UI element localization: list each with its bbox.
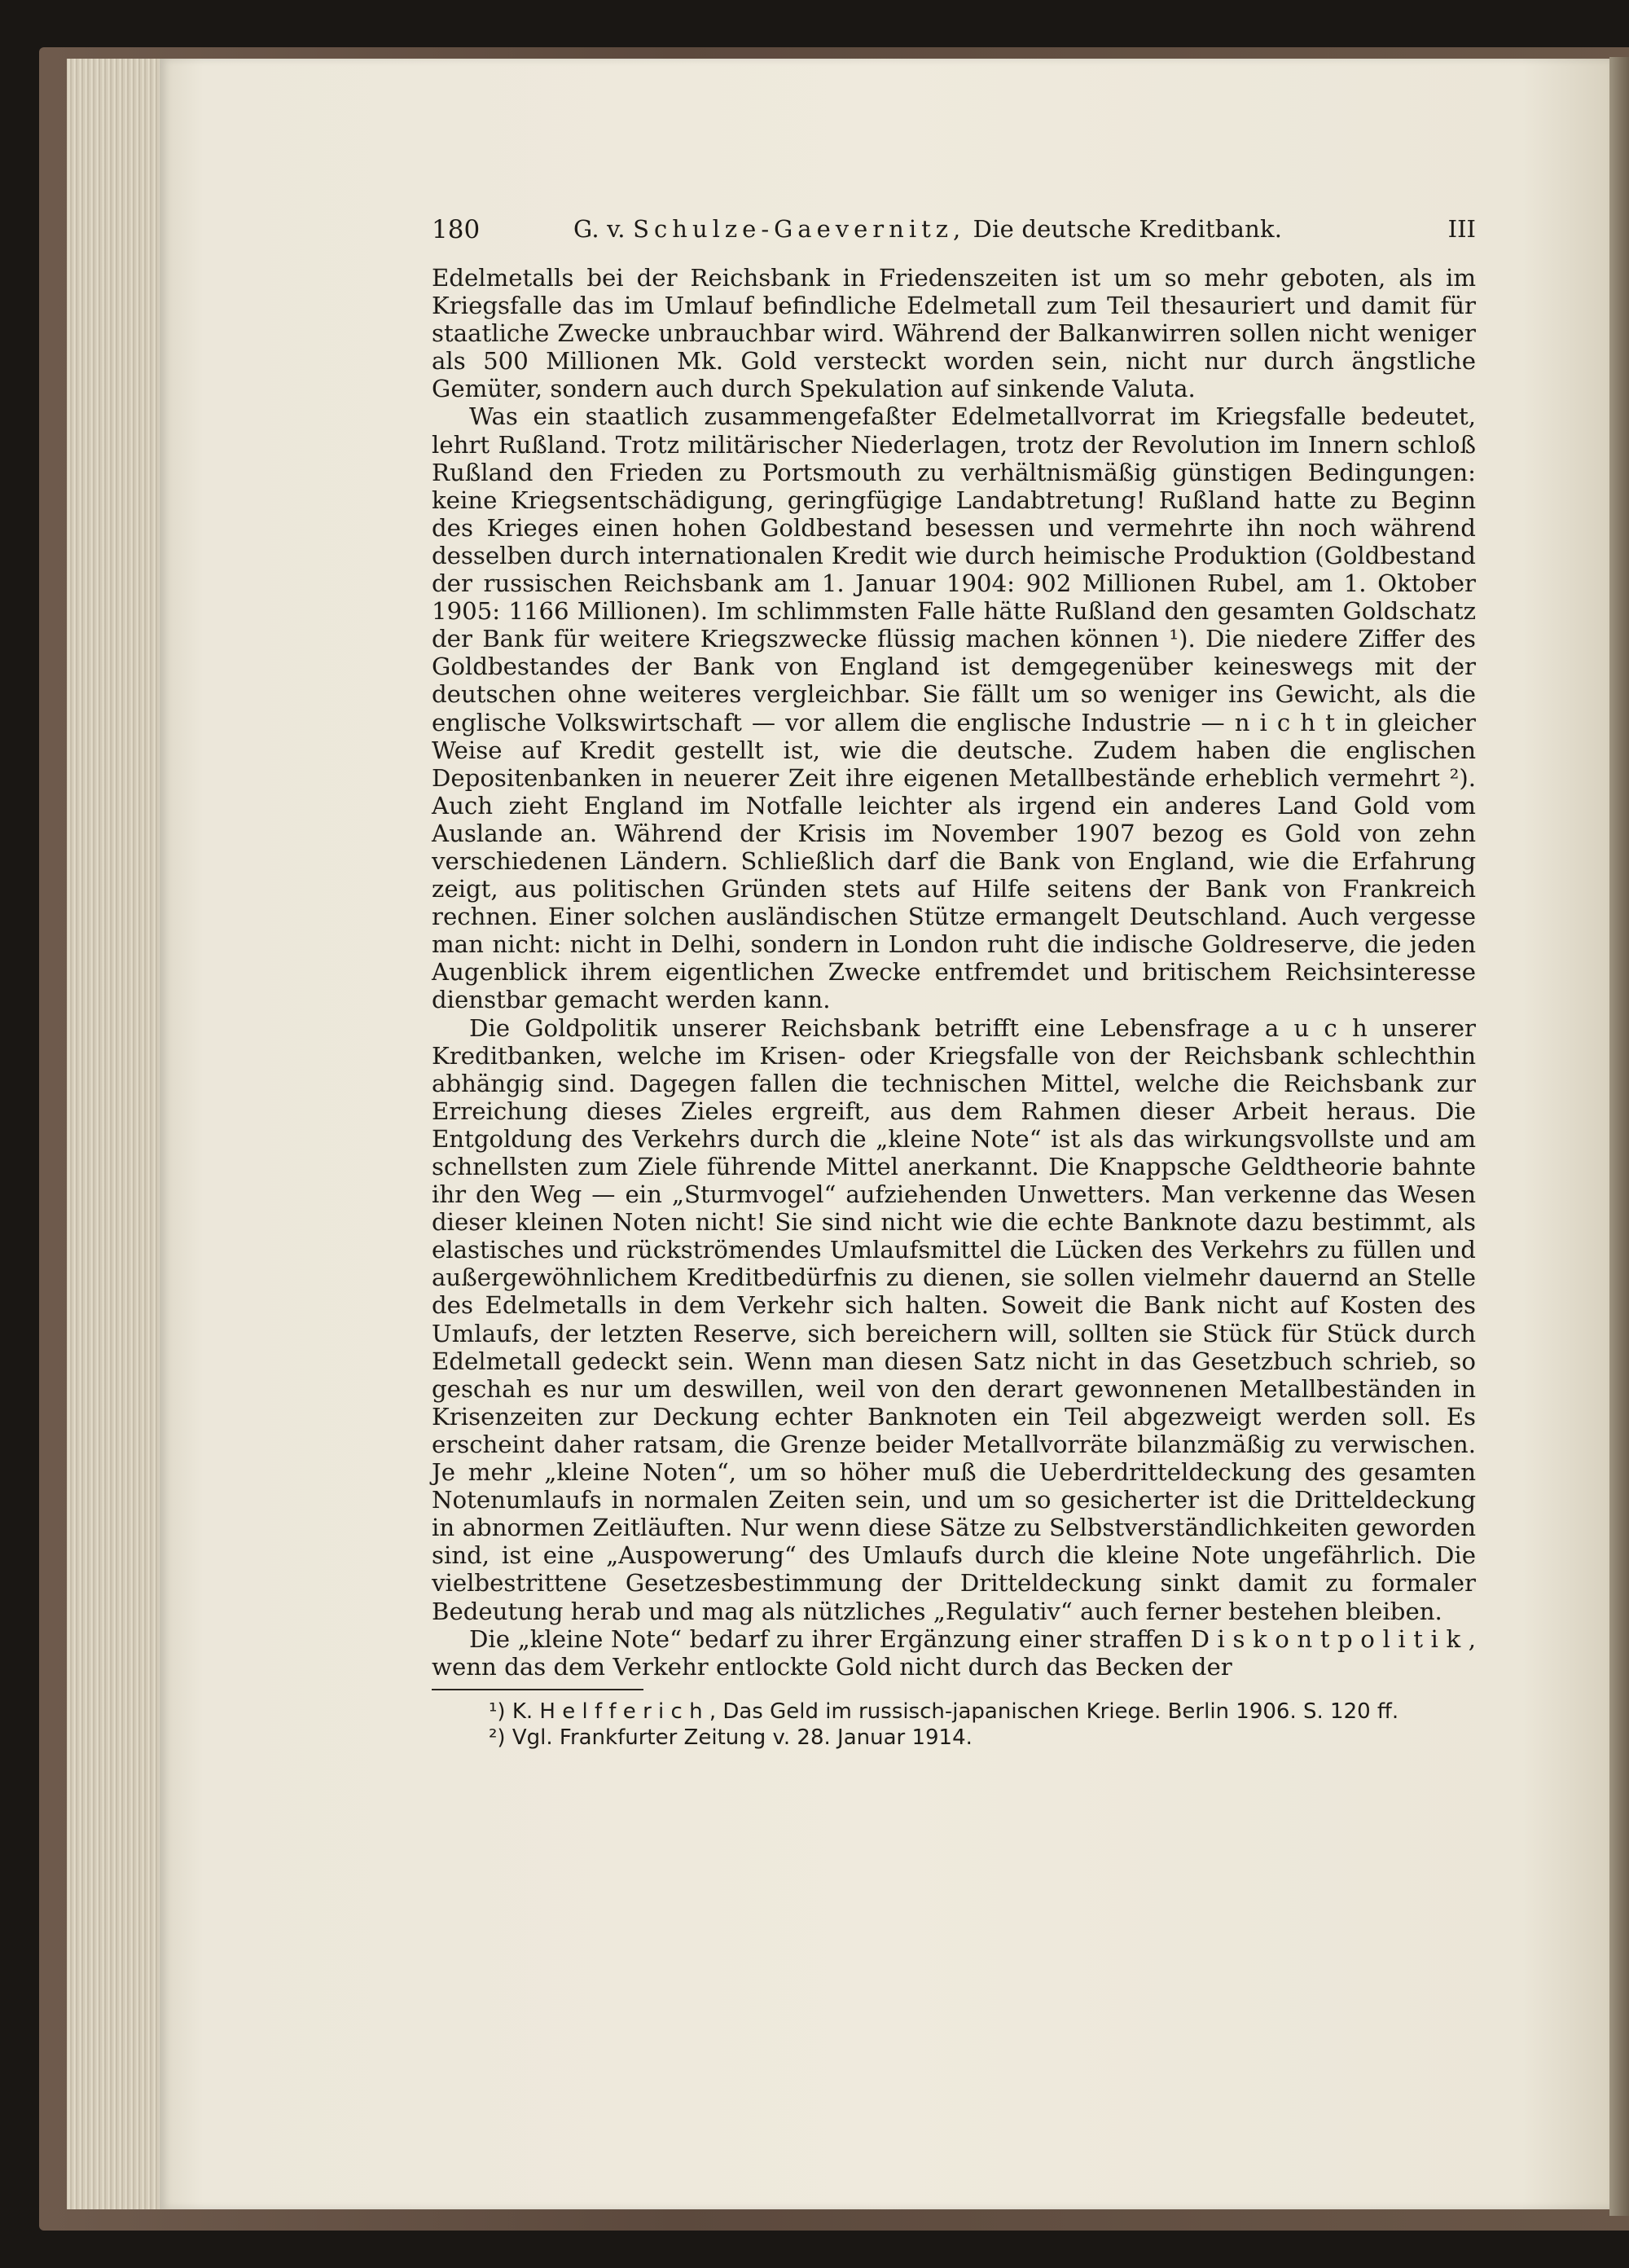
paragraph: Was ein staatlich zusammengefaßter Edelmetallvorrat im Kriegsfalle bedeutet, lehrt Rußland. Trotz militärischer Niederlagen, trotz der Revolution im Innern schloß Rußland den Frieden zu Portsmouth zu verhältnismäßig günstigen Bedingungen: keine Kriegsentschädigung, geringfügige Landabtretung! Rußland hatte zu Beginn des Krieges einen hohen Goldbestand besessen und vermehrte ihn noch während desselben durch internationalen Kredit wie durch heimische Produktion (Goldbestand der russischen Reichsbank am 1. Januar 1904: 902 Millionen Rubel, am 1. Oktober 1905: 1166 Millionen). Im schlimmsten Falle hätte Rußland den gesamten Goldschatz der Bank für weitere Kriegszwecke flüssig machen können ¹). Die niedere Ziffer des Goldbestandes der Bank von England ist demgegenüber keineswegs mit der deutschen ohne weiteres vergleichbar. Sie fällt um so weniger ins Gewicht, als die englische Volkswirtschaft — vor allem die englische Industrie — n i c h t in gleicher Weise auf Kredit gestellt ist, wie die deutsche. Zudem haben die englischen Depositenbanken in neuerer Zeit ihre eigenen Metallbestände erheblich vermehrt ²). Auch zieht England im Notfalle leichter als irgend ein anderes Land Gold vom Auslande an. Während der Krisis im November 1907 bezog es Gold von zehn verschiedenen Ländern. Schließlich darf die Bank von England, wie die Erfahrung zeigt, aus politischen Gründen stets auf Hilfe seitens der Bank von Frankreich rechnen. Einer solchen ausländischen Stütze ermangelt Deutschland. Auch vergesse man nicht: nicht in Delhi, sondern in London ruht die indische Goldreserve, die jeden Augenblick ihrem eigentlichen Zwecke entfremdet und britischem Reichsinteresse dienstbar gemacht werden kann. [432, 402, 1476, 1014]
running-title-rest: Die deutsche Kreditbank. [965, 215, 1283, 243]
binding-edge [1609, 57, 1629, 2216]
running-title [573, 215, 1282, 243]
body-text [432, 264, 1476, 1681]
running-title-author: Schulze-Gaevernitz, [633, 215, 966, 243]
text-block [432, 210, 1476, 1751]
footnote: ¹) K. H e l f f e r i c h , Das Geld im russisch-japanischen Kriege. Berlin 1906. S. 120 ff. [489, 1699, 1399, 1724]
page-number: 180 [432, 215, 481, 244]
footnotes [432, 1699, 1476, 1751]
footnote-rule [432, 1689, 643, 1690]
running-header [432, 210, 1476, 253]
footnote: ²) Vgl. Frankfurter Zeitung v. 28. Januar 1914. [489, 1725, 973, 1750]
paragraph: Edelmetalls bei der Reichsbank in Friedenszeiten ist um so mehr geboten, als im Kriegsfalle das im Umlauf befindliche Edelmetall zum Teil thesauriert und damit für staatliche Zwecke unbrauchbar wird. Während der Balkanwirren sollen nicht weniger als 500 Millionen Mk. Gold versteckt worden sein, nicht nur durch ängstliche Gemüter, sondern auch durch Spekulation auf sinkende Valuta. [432, 264, 1476, 403]
chapter-number: III [1447, 215, 1476, 243]
paragraph: Die „kleine Note“ bedarf zu ihrer Ergänzung einer straffen D i s k o n t p o l i t i k , wenn das dem Verkehr entlockte Gold nicht durch das Becken der [432, 1624, 1476, 1681]
paragraph: Die Goldpolitik unserer Reichsbank betrifft eine Lebensfrage a u c h unserer Kreditbanken, welche im Krisen- oder Kriegsfalle von der Reichsbank schlechthin abhängig sind. Dagegen fallen die technischen Mittel, welche die Reichsbank zur Erreichung dieses Zieles ergreift, aus dem Rahmen dieser Arbeit heraus. Die Entgoldung des Verkehrs durch die „kleine Note“ ist als das wirkungsvollste und am schnellsten zum Ziele führende Mittel anerkannt. Die Knappsche Geldtheorie bahnte ihr den Weg — ein „Sturmvogel“ aufziehenden Unwetters. Man verkenne das Wesen dieser kleinen Noten nicht! Sie sind nicht wie die echte Banknote dazu bestimmt, als elastisches und rückströmendes Umlaufsmittel die Lücken des Verkehrs zu füllen und außergewöhnlichem Kreditbedürfnis zu dienen, sie sollen vielmehr dauernd an Stelle des Edelmetalls in dem Verkehr sich halten. Soweit die Bank nicht auf Kosten des Umlaufs, der letzten Reserve, sich bereichern will, sollten sie Stück für Stück durch Edelmetall gedeckt sein. Wenn man diesen Satz nicht in das Gesetzbuch schrieb, so geschah es nur um deswillen, weil von den derart gewonnenen Metallbeständen in Krisenzeiten zur Deckung echter Banknoten ein Teil abgezweigt werden soll. Es erscheint daher ratsam, die Grenze beider Metallvorräte bilanzmäßig zu verwischen. Je mehr „kleine Noten“, um so höher muß die Ueberdritteldeckung des gesamten Notenumlaufs in normalen Zeiten sein, und um so gesicherter ist die Dritteldeckung in abnormen Zeitläuften. Nur wenn diese Sätze zu Selbstverständlichkeiten geworden sind, ist eine „Auspowerung“ des Umlaufs durch die kleine Note ungefährlich. Die vielbestrittene Gesetzesbestimmung der Dritteldeckung sinkt damit zu formaler Bedeutung herab und mag als nützliches „Regulativ“ auch ferner bestehen bleiben. [432, 1013, 1476, 1625]
running-title-prefix: G. v. [573, 215, 634, 243]
page-stack-edge [67, 59, 166, 2209]
